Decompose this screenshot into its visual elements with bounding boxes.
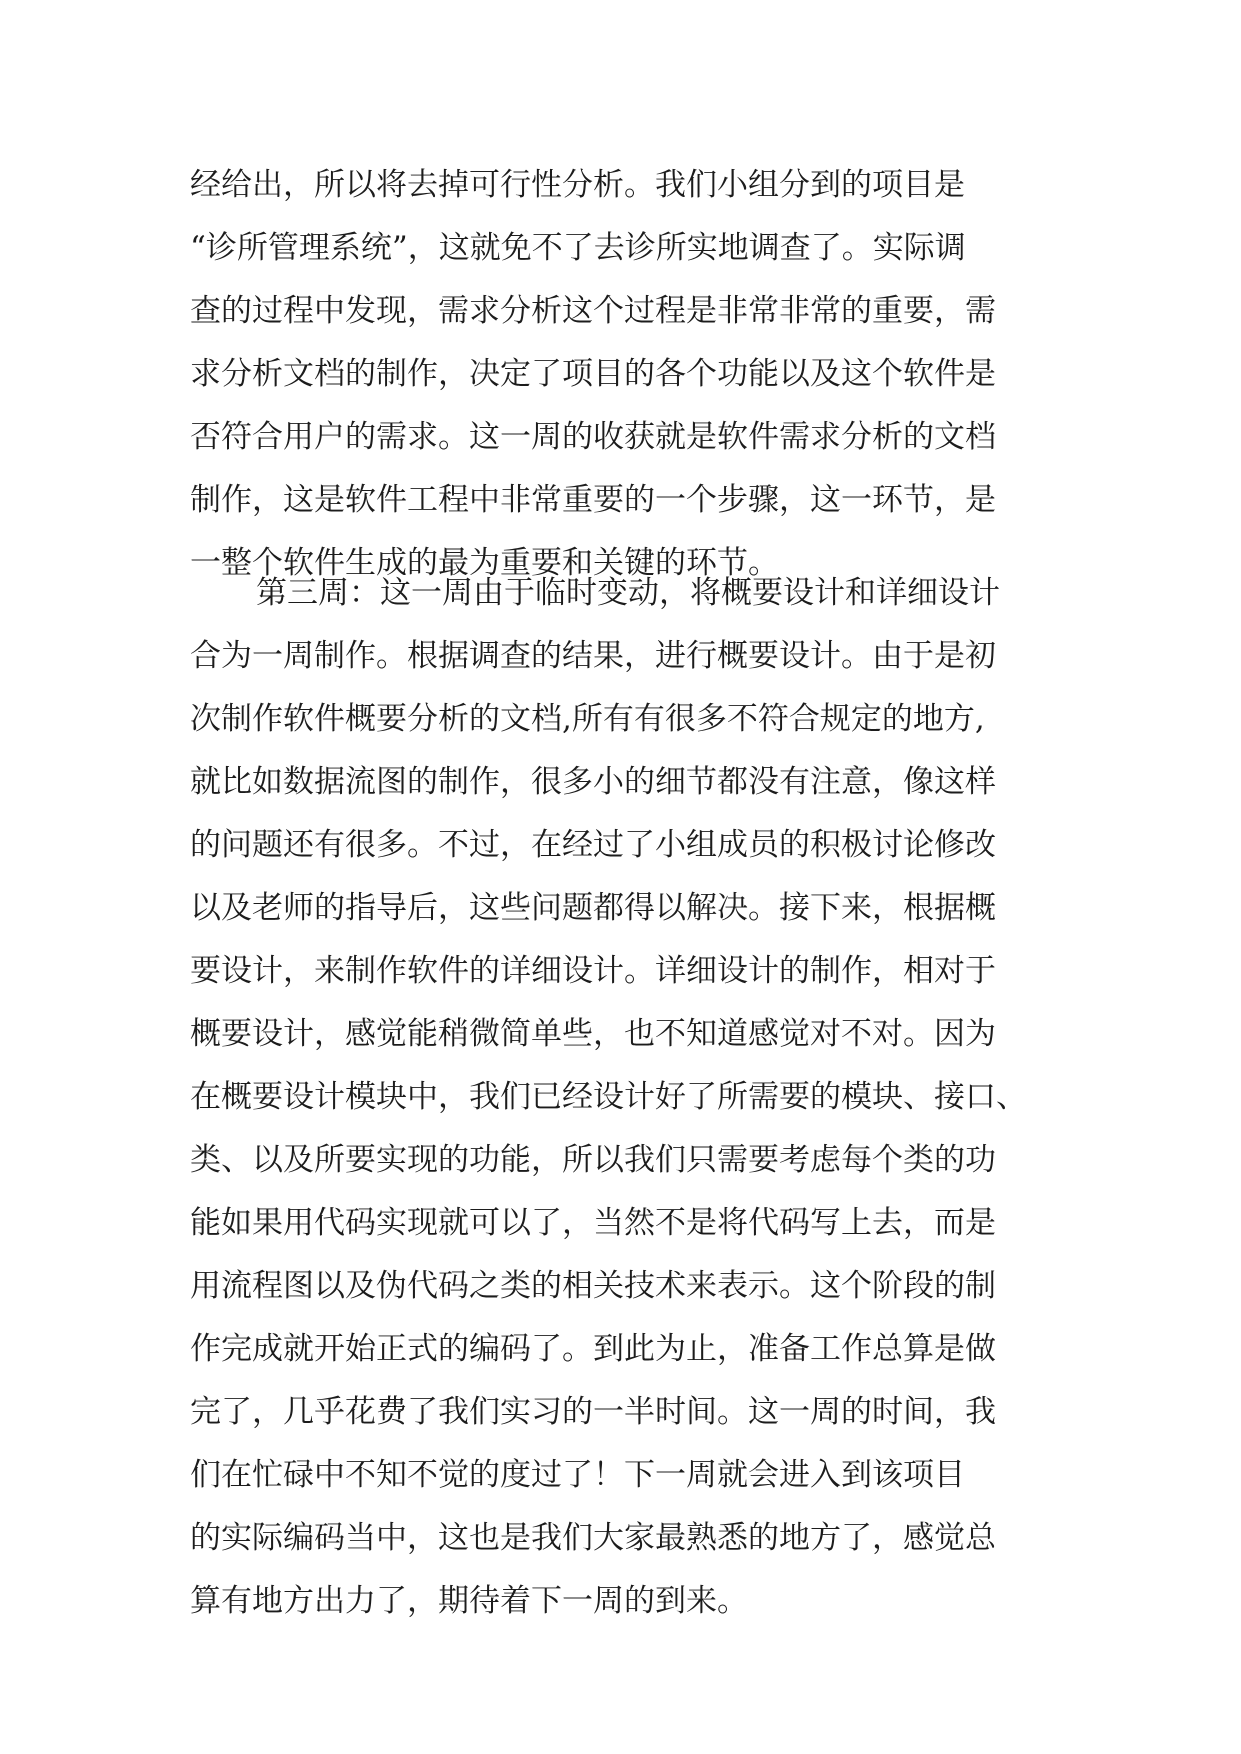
- text-line: 们在忙碌中不知不觉的度过了！下一周就会进入到该项目: [190, 1457, 965, 1493]
- text-line: 作完成就开始正式的编码了。到此为止，准备工作总算是做: [190, 1331, 996, 1367]
- text-line: 要设计，来制作软件的详细设计。详细设计的制作，相对于: [190, 953, 996, 989]
- text-line: 在概要设计模块中，我们已经设计好了所需要的模块、接口、: [190, 1079, 1027, 1115]
- text-line: 概要设计，感觉能稍微简单些，也不知道感觉对不对。因为: [190, 1016, 996, 1052]
- text-line: 经给出，所以将去掉可行性分析。我们小组分到的项目是: [190, 167, 965, 203]
- text-line: 求分析文档的制作，决定了项目的各个功能以及这个软件是: [190, 356, 996, 392]
- text-line: 完了，几乎花费了我们实习的一半时间。这一周的时间，我: [190, 1394, 996, 1430]
- paragraph-week-two-continuation: [190, 154, 1052, 595]
- text-line: 算有地方出力了，期待着下一周的到来。: [190, 1583, 748, 1619]
- text-line: 否符合用户的需求。这一周的收获就是软件需求分析的文档: [190, 419, 996, 455]
- text-line: 的问题还有很多。不过，在经过了小组成员的积极讨论修改: [190, 827, 996, 863]
- text-line: 次制作软件概要分析的文档,所有有很多不符合规定的地方,: [190, 701, 985, 737]
- text-line: 类、以及所要实现的功能，所以我们只需要考虑每个类的功: [190, 1142, 996, 1178]
- paragraph-week-three: [190, 562, 1052, 1633]
- text-line: 用流程图以及伪代码之类的相关技术来表示。这个阶段的制: [190, 1268, 996, 1304]
- text-line: “诊所管理系统”，这就免不了去诊所实地调查了。实际调: [190, 230, 966, 266]
- text-line: 以及老师的指导后，这些问题都得以解决。接下来，根据概: [190, 890, 996, 926]
- text-line: 合为一周制作。根据调查的结果，进行概要设计。由于是初: [190, 638, 996, 674]
- text-line: 制作，这是软件工程中非常重要的一个步骤，这一环节，是: [190, 482, 996, 518]
- text-line: 能如果用代码实现就可以了，当然不是将代码写上去，而是: [190, 1205, 996, 1241]
- text-line: 一整个软件生成的最为重要和关键的环节。: [190, 545, 779, 581]
- text-line-first: 第三周：这一周由于临时变动，将概要设计和详细设计: [256, 575, 1000, 611]
- text-line: 就比如数据流图的制作，很多小的细节都没有注意，像这样: [190, 764, 996, 800]
- text-line: 的实际编码当中，这也是我们大家最熟悉的地方了，感觉总: [190, 1520, 996, 1556]
- text-line: 查的过程中发现，需求分析这个过程是非常非常的重要，需: [190, 293, 996, 329]
